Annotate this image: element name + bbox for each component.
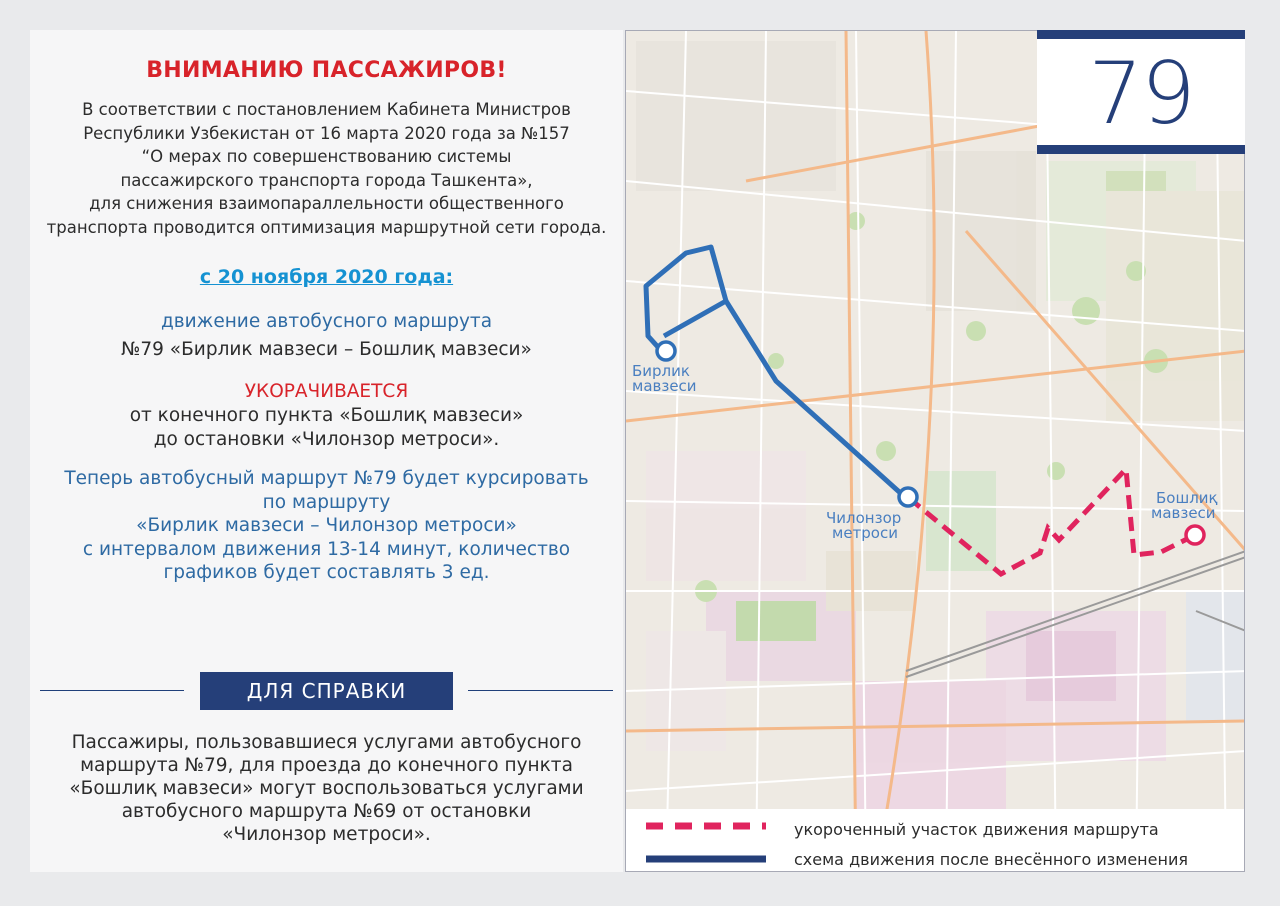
intro-text xyxy=(30,98,623,239)
stop-boshliq-label-line1: Бошлиқ xyxy=(1156,489,1218,507)
badge-bottom-bar xyxy=(1037,145,1245,154)
now-line: «Бирлик мавзеси – Чилонзор метроси» xyxy=(136,515,517,536)
shorten-label: УКОРАЧИВАЕТСЯ xyxy=(244,381,409,402)
effective-date: с 20 ноября 2020 года: xyxy=(199,266,454,288)
info-line: «Чилонзор метроси». xyxy=(222,824,431,845)
stop-birlik-marker xyxy=(657,342,675,360)
intro-line: транспорта проводится оптимизация маршрутной сети города. xyxy=(46,217,607,237)
notice-panel xyxy=(30,30,623,872)
badge-top-bar xyxy=(1037,30,1245,39)
info-line: Пассажиры, пользовавшиеся услугами автобусного xyxy=(71,732,582,753)
now-line: Теперь автобусный маршрут №79 будет курсировать xyxy=(64,468,589,489)
map-graphic xyxy=(626,31,1245,872)
info-text xyxy=(30,731,623,846)
stop-birlik-label-line1: Бирлик xyxy=(632,362,690,380)
map-legend xyxy=(626,809,1244,871)
shorten-description xyxy=(30,404,623,451)
info-line: «Бошлиқ мавзеси» могут воспользоваться услугами xyxy=(69,778,584,799)
intro-line: “О мерах по совершенствованию системы xyxy=(141,147,512,166)
stop-chilonzor-label-line2: метроси xyxy=(832,524,898,542)
stop-chilonzor-label-line1: Чилонзор xyxy=(826,509,902,527)
movement-label: движение автобусного маршрута xyxy=(160,311,493,332)
info-heading: ДЛЯ СПРАВКИ xyxy=(200,672,453,710)
divider-left xyxy=(40,690,184,691)
now-line: с интервалом движения 13-14 минут, количество xyxy=(82,538,571,560)
shorten-line: от конечного пункта «Бошлиқ мавзеси» xyxy=(129,405,524,426)
route-map xyxy=(625,30,1245,872)
notice-title: ВНИМАНИЮ ПАССАЖИРОВ! xyxy=(146,58,507,83)
info-line: автобусного маршрута №69 от остановки xyxy=(121,801,532,822)
stop-boshliq-marker xyxy=(1186,526,1204,544)
intro-line: В соответствии с постановлением Кабинета Министров xyxy=(82,100,571,119)
new-route-description xyxy=(30,467,623,585)
stop-boshliq-label-line2: мавзеси xyxy=(1151,504,1216,522)
legend-new-scheme-label: схема движения после внесённого изменения xyxy=(794,850,1188,869)
intro-line: пассажирского транспорта города Ташкента», xyxy=(120,170,533,190)
divider-right xyxy=(468,690,613,691)
legend-swatches xyxy=(626,809,786,871)
legend-shortened-label: укороченный участок движения маршрута xyxy=(794,820,1159,839)
intro-line: Республики Узбекистан от 16 марта 2020 года за №157 xyxy=(83,123,570,143)
route-number: 79 xyxy=(1088,44,1194,144)
stop-birlik-label-line2: мавзеси xyxy=(632,377,697,395)
route-number-badge xyxy=(1037,30,1245,154)
route-name: №79 «Бирлик мавзеси – Бошлиқ мавзеси» xyxy=(121,339,532,360)
info-line: маршрута №79, для проезда до конечного пункта xyxy=(80,755,573,776)
now-line: графиков будет составлять 3 ед. xyxy=(163,562,490,583)
now-line: по маршруту xyxy=(262,491,391,513)
intro-line: для снижения взаимопараллельности общественного xyxy=(89,194,564,213)
stop-chilonzor-marker xyxy=(899,488,917,506)
shorten-line: до остановки «Чилонзор метроси». xyxy=(153,428,500,450)
